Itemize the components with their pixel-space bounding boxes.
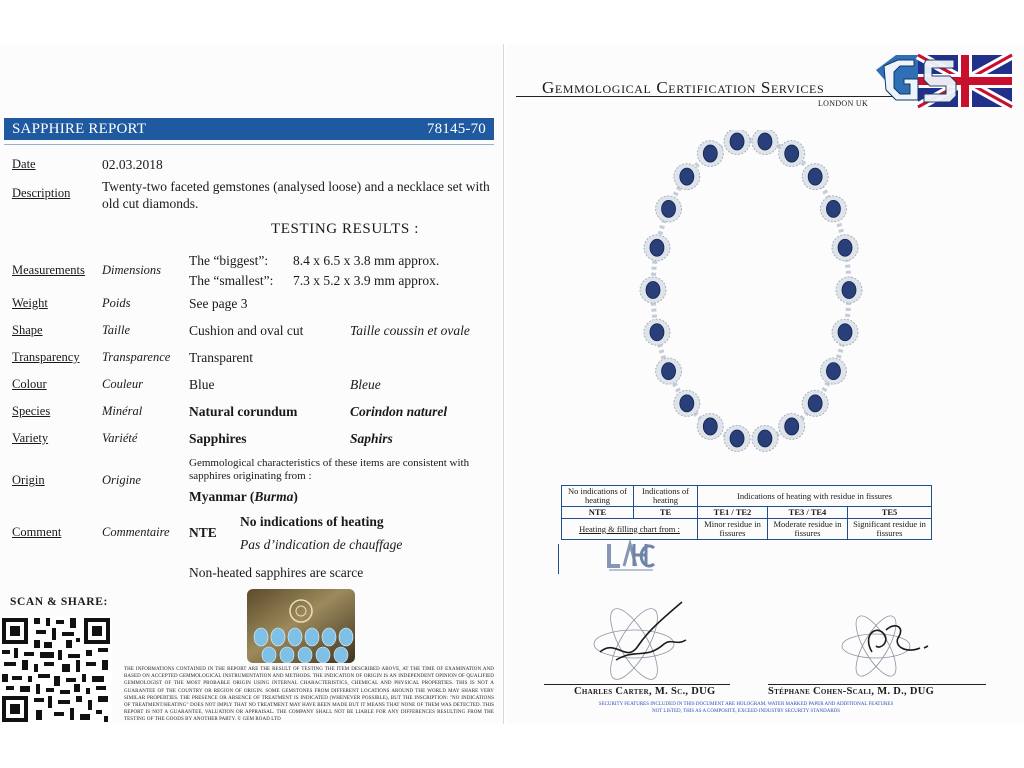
shape-label-fr: Taille	[102, 323, 131, 337]
report-title: SAPPHIRE REPORT	[12, 120, 147, 137]
gcs-logo-icon	[874, 52, 1014, 112]
sapphire-cluster-group	[640, 130, 862, 451]
gcs-title-rule	[516, 96, 896, 97]
description-label: Description	[12, 186, 71, 200]
gcs-subtitle: LONDON UK	[818, 99, 869, 108]
sapphire-stone	[785, 418, 799, 435]
heating-chart-link[interactable]: Heating & filling chart from :	[562, 519, 698, 540]
signatory-name-cohen-scali: Stéphane Cohen-Scali, M. D., DUG	[768, 686, 935, 697]
heat-code-te1: TE1 / TE2	[698, 507, 768, 519]
measurements-label: Measurements	[12, 263, 85, 277]
heat-code-te: TE	[634, 507, 698, 519]
weight-value: See page 3	[189, 296, 248, 311]
sapphire-stone	[838, 239, 852, 256]
scarcity-note: Non-heated sapphires are scarce	[189, 565, 364, 580]
gcs-title: Gemmological Certification Services	[542, 78, 825, 97]
variety-label-fr: Variété	[102, 431, 138, 445]
report-header-bar	[4, 118, 494, 140]
colour-value: Blue	[189, 377, 215, 392]
origin-value	[189, 489, 298, 505]
colour-label-fr: Couleur	[102, 377, 143, 391]
species-label-fr: Minéral	[102, 404, 143, 418]
biggest-value: 8.4 x 6.5 x 3.8 mm approx.	[293, 253, 440, 268]
sapphire-stone	[730, 430, 744, 447]
sapphire-stone	[758, 430, 772, 447]
heat-code-te5: TE5	[848, 507, 932, 519]
biggest-label: The “biggest”:	[189, 253, 269, 268]
sapphire-stone	[838, 324, 852, 341]
measurements-label-fr: Dimensions	[102, 263, 162, 277]
smallest-label: The “smallest”:	[189, 273, 274, 288]
signature-carter-icon	[586, 594, 696, 684]
shape-value: Cushion and oval cut	[189, 323, 304, 338]
species-value-fr: Corindon naturel	[350, 404, 448, 419]
comment-value-fr: Pas d’indication de chauffage	[240, 537, 403, 552]
comment-value: No indications of heating	[240, 514, 384, 529]
heating-chart-table	[561, 485, 932, 540]
species-value: Natural corundum	[189, 404, 298, 419]
sapphire-stone	[646, 282, 660, 299]
qr-code-icon[interactable]	[0, 616, 112, 724]
signature-line-cohen-scali	[768, 684, 986, 685]
origin-label: Origin	[12, 473, 45, 487]
certificate-page	[506, 44, 1024, 724]
colour-label: Colour	[12, 377, 47, 391]
testing-results-heading: TESTING RESULTS :	[271, 221, 419, 237]
transparency-label-fr: Transparence	[102, 350, 171, 364]
sapphire-stone	[842, 282, 856, 299]
sapphire-stone	[650, 239, 664, 256]
heat-col-residue: Indications of heating with residue in fissures	[698, 486, 932, 507]
signatory-name-carter: Charles Carter, M. Sc., DUG	[574, 686, 716, 697]
transparency-label: Transparency	[12, 350, 80, 364]
scan-share-label: SCAN & SHARE:	[10, 596, 108, 608]
species-label: Species	[12, 404, 51, 418]
shape-label: Shape	[12, 323, 43, 337]
heat-minor-residue: Minor residue in fissures	[698, 519, 768, 540]
sapphire-report-page	[0, 44, 504, 724]
table-side-rule	[558, 544, 559, 574]
hologram-icon	[247, 589, 355, 663]
sapphire-stone	[703, 145, 717, 162]
heat-col-nte: No indications of heating	[562, 486, 634, 507]
origin-value-italic: Burma	[254, 489, 294, 504]
origin-value-prefix: Myanmar (	[189, 489, 255, 504]
sapphire-stone	[730, 133, 744, 150]
security-features-note: SECURITY FEATURES INCLUDED IN THIS DOCUMENT ARE HOLOGRAM, WATER MARKED PAPER AND ADDITIONAL FEATURES NOT LISTED, THIS AS A COMPOSITE, EXCEED INDUSTRY SECURITY STANDARDS	[598, 702, 894, 714]
heat-moderate-residue: Moderate residue in fissures	[768, 519, 848, 540]
weight-label-fr: Poids	[102, 296, 131, 310]
signature-line-carter	[544, 684, 730, 685]
comment-label: Comment	[12, 525, 62, 539]
date-label: Date	[12, 157, 36, 171]
variety-value-fr: Saphirs	[350, 431, 393, 446]
sapphire-stone	[662, 200, 676, 217]
origin-label-fr: Origine	[102, 473, 141, 487]
sapphire-stone	[758, 133, 772, 150]
sapphire-stone	[650, 324, 664, 341]
sapphire-stone	[703, 418, 717, 435]
sapphire-stone	[662, 363, 676, 380]
description-value: Twenty-two faceted gemstones (analysed loose) and a necklace set with old cut diamonds.	[102, 179, 490, 211]
colour-value-fr: Bleue	[350, 377, 381, 392]
origin-value-suffix: )	[293, 489, 298, 504]
weight-label: Weight	[12, 296, 48, 310]
comment-code: NTE	[189, 525, 217, 540]
date-value: 02.03.2018	[102, 157, 163, 172]
comment-label-fr: Commentaire	[102, 525, 170, 539]
report-disclaimer: THE INFORMATIONS CONTAINED IN THE REPORT ARE THE RESULT OF TESTING THE ITEM DESCRIBED ABOVE, AT THE TIME OF EXAMINATION AND BASED ON ACCEPTED GEMMOLOGICAL INSTRUMENTATION AND METHODS. THE INDICATION OF ORIGIN IS AN INDEPENDENT OPINION OF QUALIFIED GEMMOLOGIST OF THE MOST PROBABLE ORIGIN USING INTERNAL CHARACTERISTICS, CHEMICAL AND PHYSICAL PROPERTIES. THIS IS NOT A GUARANTEE OF THE COUNTRY OR REGION OF ORIGIN. SOME GEMSTONES FROM DIFFERENT LOCATIONS AROUND THE WORLD MAY SHARE VERY SIMILAR PROPERTIES. THE PRESENCE OR ABSENCE OF TREATMENT IS INDICATED (WHENEVER POSSIBLE), BUT THE INSCRIPTION: "NO INDICATIONS OF TREATMENT/HEATING" DOES NOT IMPLY THAT NO TREATMENT MAY HAVE BEEN MADE BUT IT MEANS THAT NONE OF THEM WAS DETECTED. THIS REPORT IS NOT A GUARANTEE, VALUATION OR APPRAISAL. THE COMPANY SHALL NOT BE LIABLE FOR ANY DIFFERENCES RESULTING FROM THE TESTING OF THE GOODS BY ANOTHER PARTY. © GEM ROAD LTD	[124, 667, 494, 723]
variety-value: Sapphires	[189, 431, 247, 446]
sapphire-stone	[826, 363, 840, 380]
smallest-value: 7.3 x 5.2 x 3.9 mm approx.	[293, 273, 440, 288]
sapphire-stone	[826, 200, 840, 217]
sapphire-stone	[808, 168, 822, 185]
lhc-logo-icon	[606, 540, 656, 574]
heat-code-nte: NTE	[562, 507, 634, 519]
shape-value-fr: Taille coussin et ovale	[350, 323, 470, 338]
sapphire-necklace-image	[626, 130, 876, 470]
report-number: 78145-70	[426, 120, 486, 137]
signature-cohen-scali-icon	[836, 600, 946, 690]
heat-significant-residue: Significant residue in fissures	[848, 519, 932, 540]
origin-description: Gemmological characteristics of these items are consistent with sapphires originating from :	[189, 457, 470, 482]
header-divider	[4, 144, 494, 145]
transparency-value: Transparent	[189, 350, 253, 365]
sapphire-stone	[808, 395, 822, 412]
sapphire-stone	[680, 395, 694, 412]
heat-code-te3: TE3 / TE4	[768, 507, 848, 519]
heat-col-te: Indications of heating	[634, 486, 698, 507]
sapphire-stone	[680, 168, 694, 185]
sapphire-stone	[785, 145, 799, 162]
variety-label: Variety	[12, 431, 49, 445]
